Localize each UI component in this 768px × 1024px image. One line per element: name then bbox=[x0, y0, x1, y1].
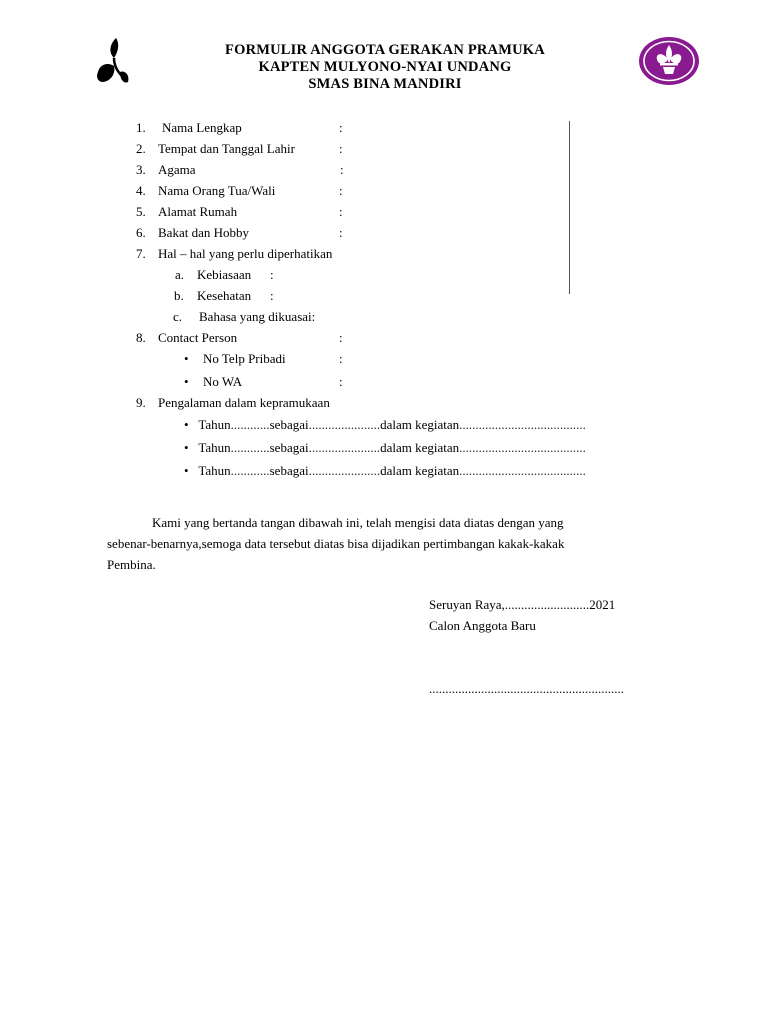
wosm-emblem-logo bbox=[638, 36, 700, 86]
tahun-label: Tahun bbox=[198, 463, 231, 478]
item-7-number: 7. bbox=[136, 246, 146, 261]
tahun-blank: ............ bbox=[230, 463, 270, 478]
item-1-colon: : bbox=[339, 120, 343, 135]
item-9-label: Pengalaman dalam kepramukaan bbox=[158, 395, 330, 410]
item-2-number: 2. bbox=[136, 141, 146, 156]
sub-7a-letter: a. bbox=[175, 267, 185, 282]
item-3-number: 3. bbox=[136, 162, 146, 177]
sub-8-phone-label: No Telp Pribadi bbox=[203, 351, 286, 366]
bullet-icon bbox=[184, 463, 189, 478]
kegiatan-label: dalam kegiatan bbox=[380, 417, 460, 432]
item-9-number: 9. bbox=[136, 395, 146, 410]
item-2-colon: : bbox=[339, 141, 343, 156]
sebagai-blank: ...................... bbox=[308, 417, 381, 432]
item-8-number: 8. bbox=[136, 330, 146, 345]
statement-paragraph bbox=[107, 512, 667, 575]
header-title-line1: FORMULIR ANGGOTA GERAKAN PRAMUKA bbox=[225, 42, 545, 58]
bullet-icon bbox=[184, 351, 189, 367]
sebagai-label: sebagai bbox=[269, 417, 309, 432]
experience-row bbox=[184, 440, 586, 456]
statement-line-2: sebenar-benarnya,semoga data tersebut diatas bisa dijadikan pertimbangan kakak-kakak bbox=[107, 536, 565, 551]
kegiatan-label: dalam kegiatan bbox=[380, 463, 460, 478]
header-title-line2: KAPTEN MULYONO-NYAI UNDANG bbox=[258, 59, 512, 75]
item-1-label: Nama Lengkap bbox=[162, 120, 242, 135]
sebagai-label: sebagai bbox=[269, 463, 309, 478]
experience-row bbox=[184, 463, 586, 479]
item-2-label: Tempat dan Tanggal Lahir bbox=[158, 141, 295, 156]
item-3-colon: : bbox=[340, 162, 344, 177]
sub-8-wa-label: No WA bbox=[203, 374, 243, 389]
sub-8-phone-colon: : bbox=[339, 351, 343, 366]
sub-7b-letter: b. bbox=[174, 288, 184, 303]
item-5-colon: : bbox=[339, 204, 343, 219]
item-6-colon: : bbox=[339, 225, 343, 240]
item-8-label: Contact Person bbox=[158, 330, 238, 345]
header-title-line3: SMAS BINA MANDIRI bbox=[308, 76, 462, 92]
signature-line: ............................................................ bbox=[429, 681, 624, 696]
item-4-number: 4. bbox=[136, 183, 146, 198]
tahun-label: Tahun bbox=[198, 417, 231, 432]
statement-line-3: Pembina. bbox=[107, 557, 156, 572]
item-8-colon: : bbox=[339, 330, 343, 345]
sub-8-wa-colon: : bbox=[339, 374, 343, 389]
kegiatan-blank: ....................................... bbox=[459, 440, 586, 455]
item-6-label: Bakat dan Hobby bbox=[158, 225, 249, 240]
item-7-label: Hal – hal yang perlu diperhatikan bbox=[158, 246, 333, 261]
place-date: Seruyan Raya,..........................2021 bbox=[429, 597, 616, 612]
sub-7b-colon: : bbox=[270, 288, 274, 303]
item-4-label: Nama Orang Tua/Wali bbox=[158, 183, 276, 198]
item-5-label: Alamat Rumah bbox=[158, 204, 238, 219]
sebagai-blank: ...................... bbox=[308, 440, 381, 455]
sub-7c-label: Bahasa yang dikuasai: bbox=[199, 309, 316, 324]
sebagai-blank: ...................... bbox=[308, 463, 381, 478]
signer-role: Calon Anggota Baru bbox=[429, 618, 536, 633]
tahun-blank: ............ bbox=[230, 417, 270, 432]
experience-row bbox=[184, 417, 586, 433]
kegiatan-blank: ....................................... bbox=[459, 463, 586, 478]
kegiatan-blank: ....................................... bbox=[459, 417, 586, 432]
item-1-number: 1. bbox=[136, 120, 146, 135]
margin-line bbox=[569, 121, 570, 294]
bullet-icon bbox=[184, 374, 189, 390]
tahun-label: Tahun bbox=[198, 440, 231, 455]
sub-7a-label: Kebiasaan bbox=[197, 267, 252, 282]
sub-7b-label: Kesehatan bbox=[197, 288, 252, 303]
sebagai-label: sebagai bbox=[269, 440, 309, 455]
item-3-label: Agama bbox=[158, 162, 196, 177]
sub-7c-letter: c. bbox=[173, 309, 183, 324]
form-header bbox=[150, 42, 620, 93]
item-5-number: 5. bbox=[136, 204, 146, 219]
item-6-number: 6. bbox=[136, 225, 146, 240]
item-4-colon: : bbox=[339, 183, 343, 198]
bullet-icon bbox=[184, 440, 189, 455]
statement-line-1: Kami yang bertanda tangan dibawah ini, telah mengisi data diatas dengan yang bbox=[152, 515, 564, 530]
tahun-blank: ............ bbox=[230, 440, 270, 455]
kegiatan-label: dalam kegiatan bbox=[380, 440, 460, 455]
tunas-kelapa-logo bbox=[94, 36, 134, 86]
sub-7a-colon: : bbox=[270, 267, 274, 282]
bullet-icon bbox=[184, 417, 189, 432]
